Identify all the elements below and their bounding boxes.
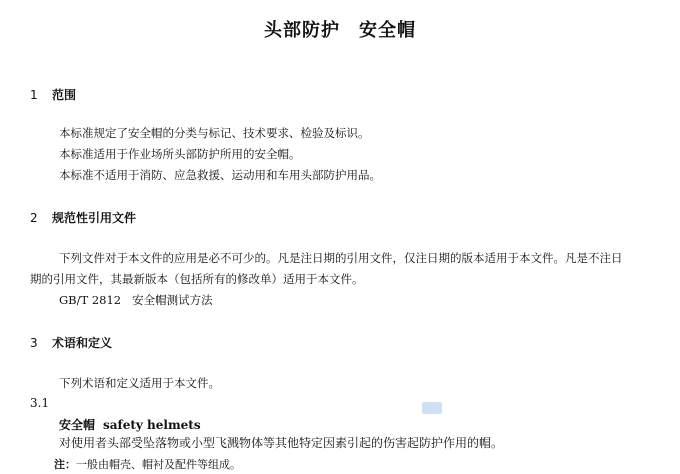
term-number: 3.1 — [30, 396, 50, 410]
section-1-line-3: 本标准不适用于消防、应急救援、运动用和车用头部防护用品。 — [59, 168, 381, 182]
page-title: 头部防护 安全帽 — [264, 20, 416, 41]
note-label: 注： — [54, 458, 76, 471]
section-2-paragraph: 下列文件对于本文件的应用是必不可少的。凡是注日期的引用文件，仅注日期的版本适用于本文件。凡是不注日期的引用文件，其最新版本（包括所有的修改单）适用于本文件。 — [30, 251, 623, 286]
section-3-heading — [30, 334, 112, 351]
term-chinese: 安全帽 — [59, 418, 96, 432]
section-3-number: 3 — [30, 336, 38, 350]
section-1-line-1: 本标准规定了安全帽的分类与标记、技术要求、检验及标识。 — [59, 126, 370, 140]
section-1-number: 1 — [30, 88, 38, 102]
term-english: safety helmets — [103, 418, 201, 432]
watermark-logo — [422, 402, 442, 414]
section-3-title: 术语和定义 — [52, 336, 113, 350]
term-definition: 对使用者头部受坠落物或小型飞溅物体等其他特定因素引起的伤害起防护作用的帽。 — [59, 436, 504, 450]
reference-title: 安全帽测试方法 — [132, 293, 213, 307]
reference-code: GB/T 2812 — [59, 293, 122, 307]
term-entry — [59, 416, 201, 433]
normative-reference — [59, 292, 213, 308]
section-3-intro: 下列术语和定义适用于本文件。 — [59, 376, 220, 390]
note-text: 一般由帽壳、帽衬及配件等组成。 — [76, 458, 241, 471]
section-1-line-2: 本标准适用于作业场所头部防护所用的安全帽。 — [59, 147, 301, 161]
section-2-number: 2 — [30, 211, 38, 225]
section-2-title: 规范性引用文件 — [52, 211, 137, 225]
section-2-heading — [30, 209, 136, 226]
section-1-heading — [30, 86, 76, 103]
term-note — [54, 456, 241, 472]
section-1-title: 范围 — [52, 88, 77, 102]
